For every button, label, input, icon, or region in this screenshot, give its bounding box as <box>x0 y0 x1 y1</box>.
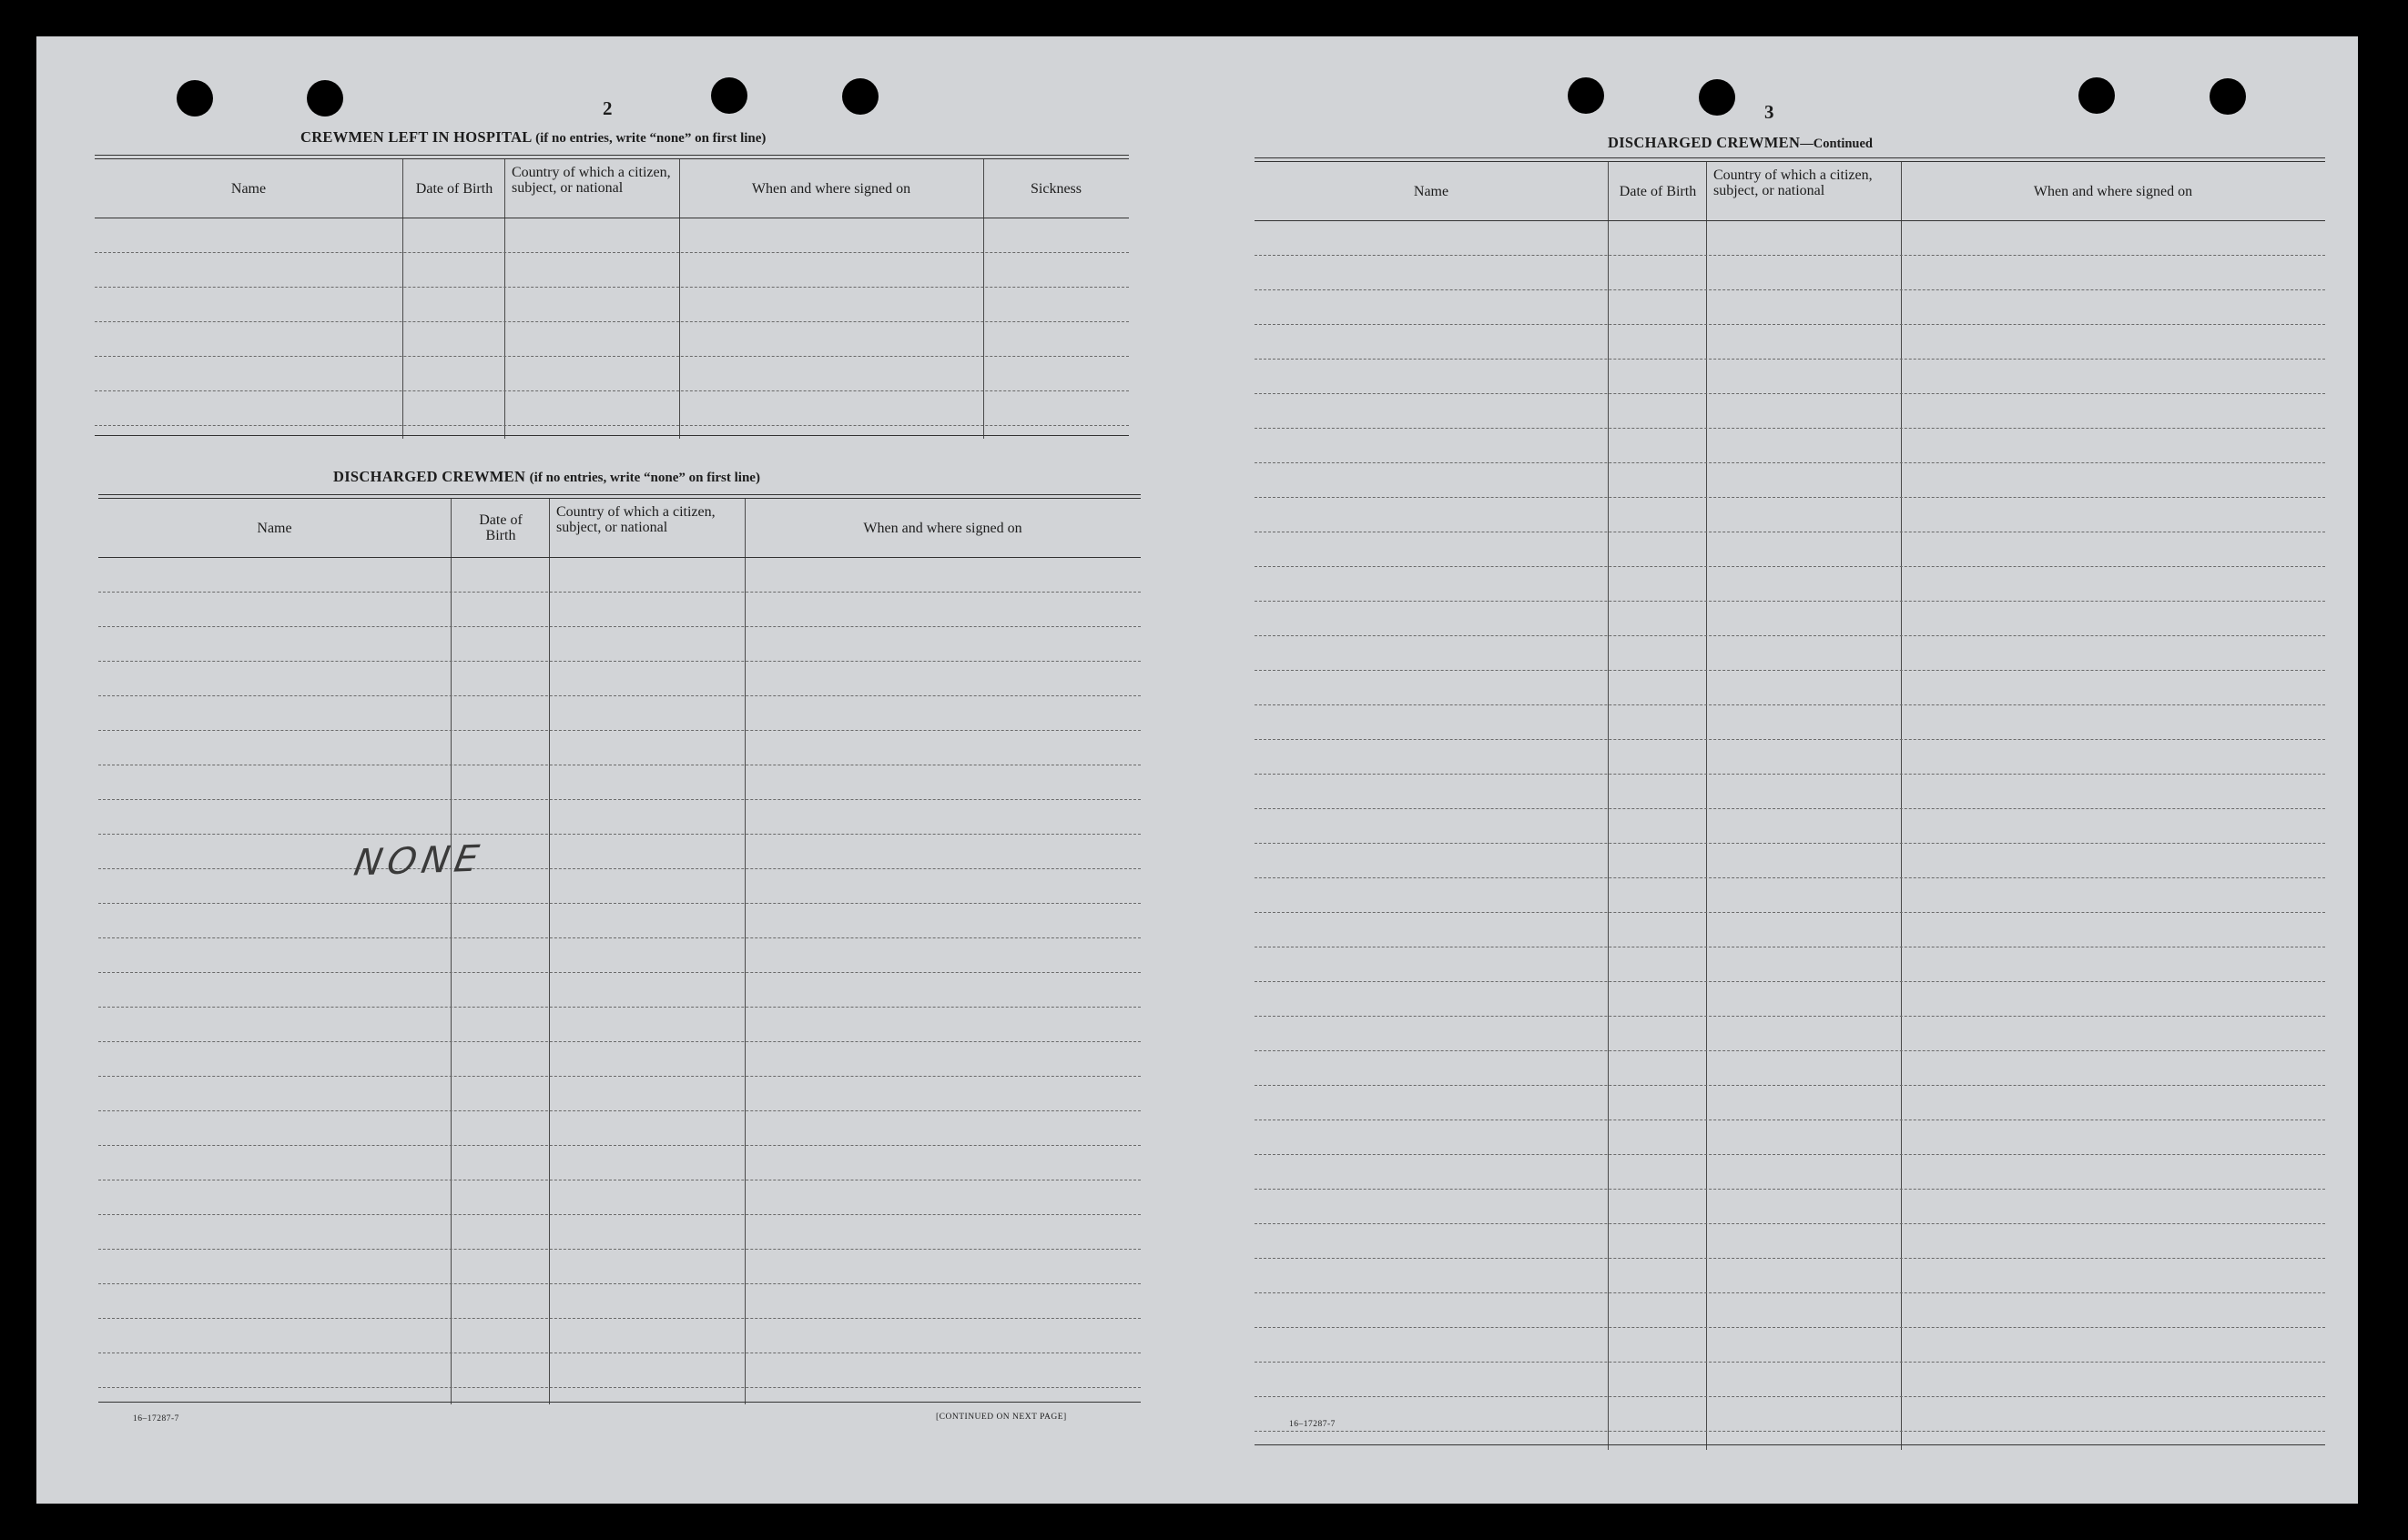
hospital-section-title <box>300 128 766 147</box>
table-row <box>98 1387 1141 1388</box>
form-number: 16–17287-7 <box>133 1414 179 1423</box>
table-row <box>98 972 1141 973</box>
section-instruction: (if no entries, write “none” on first line) <box>529 471 760 485</box>
table-row <box>1255 1085 2325 1086</box>
column-divider <box>1706 162 1707 1450</box>
table-row <box>95 321 1129 322</box>
table-row <box>1255 1189 2325 1190</box>
punch-hole <box>177 80 213 117</box>
table-row <box>1255 601 2325 602</box>
table-row <box>1255 428 2325 429</box>
table-row <box>98 592 1141 593</box>
section-title-text: DISCHARGED CREWMEN <box>1608 134 1801 151</box>
table-row <box>1255 1223 2325 1224</box>
table-row <box>98 1110 1141 1111</box>
table-row <box>98 1249 1141 1250</box>
continued-label: —Continued <box>1800 137 1873 151</box>
section-title-text: CREWMEN LEFT IN HOSPITAL <box>300 128 532 146</box>
table-row <box>1255 497 2325 498</box>
discharged-continued-title <box>1608 134 1873 152</box>
table-row <box>98 937 1141 938</box>
col-header-name: Name <box>230 180 267 197</box>
table-row <box>1255 1431 2325 1432</box>
table-bottom-rule <box>95 435 1129 436</box>
col-header-name: Name <box>1413 183 1449 199</box>
section-title-text: DISCHARGED CREWMEN <box>333 468 526 485</box>
page-number: 2 <box>603 97 613 119</box>
table-row <box>1255 843 2325 844</box>
table-row <box>98 1145 1141 1146</box>
table-row <box>1255 1154 2325 1155</box>
table-row <box>1255 670 2325 671</box>
table-row <box>1255 1327 2325 1328</box>
table-row <box>1255 324 2325 325</box>
table-row <box>1255 808 2325 809</box>
table-row <box>98 1283 1141 1284</box>
table-row <box>1255 255 2325 256</box>
section-instruction: (if no entries, write “none” on first line) <box>535 131 767 146</box>
discharged-continued-table <box>1255 157 2325 1450</box>
table-row <box>98 1007 1141 1008</box>
table-row <box>95 356 1129 357</box>
col-header-country: Country of which a citizen, subject, or national <box>556 504 716 535</box>
table-row <box>95 287 1129 288</box>
table-row <box>95 252 1129 253</box>
column-divider <box>451 499 452 1404</box>
discharged-table <box>98 494 1141 1404</box>
column-divider <box>402 159 403 439</box>
table-row <box>1255 1258 2325 1259</box>
table-row <box>98 1076 1141 1077</box>
table-row <box>98 1214 1141 1215</box>
header-rule <box>1255 220 2325 221</box>
punch-hole <box>1568 77 1604 114</box>
table-row <box>1255 981 2325 982</box>
column-divider <box>549 499 550 1404</box>
table-row <box>1255 774 2325 775</box>
col-header-signed-on: When and where signed on <box>751 180 911 197</box>
table-row <box>98 695 1141 696</box>
column-divider <box>745 499 746 1404</box>
punch-hole <box>2078 77 2115 114</box>
col-header-sickness: Sickness <box>1031 180 1082 197</box>
form-sheet <box>36 36 2358 1504</box>
table-row <box>1255 566 2325 567</box>
column-divider <box>1608 162 1609 1450</box>
punch-hole <box>307 80 343 117</box>
col-header-name: Name <box>257 520 292 536</box>
table-row <box>1255 1016 2325 1017</box>
table-row <box>98 661 1141 662</box>
punch-hole <box>2210 78 2246 115</box>
table-row <box>1255 635 2325 636</box>
col-header-date-of-birth: Date of Birth <box>415 180 493 197</box>
table-row <box>1255 462 2325 463</box>
col-header-signed-on: When and where signed on <box>2033 183 2193 199</box>
table-row <box>95 390 1129 391</box>
col-header-country: Country of which a citizen, subject, or national <box>512 165 671 196</box>
table-row <box>1255 1050 2325 1051</box>
table-row <box>98 626 1141 627</box>
table-row <box>98 1318 1141 1319</box>
col-header-date-of-birth: Date of Birth <box>1619 183 1697 199</box>
punch-hole <box>842 78 879 115</box>
table-row <box>1255 877 2325 878</box>
form-number: 16–17287-7 <box>1289 1420 1336 1429</box>
continued-note: [CONTINUED ON NEXT PAGE] <box>936 1413 1067 1422</box>
col-header-signed-on: When and where signed on <box>863 520 1022 536</box>
table-row <box>1255 1396 2325 1397</box>
table-row <box>98 903 1141 904</box>
table-row <box>1255 1292 2325 1293</box>
table-row <box>95 425 1129 426</box>
table-row <box>1255 289 2325 290</box>
page-number: 3 <box>1764 101 1774 123</box>
punch-hole <box>1699 79 1735 116</box>
table-row <box>98 1041 1141 1042</box>
col-header-country: Country of which a citizen, subject, or national <box>1713 167 1873 198</box>
column-divider <box>1901 162 1902 1450</box>
punch-hole <box>711 77 747 114</box>
table-row <box>1255 739 2325 740</box>
table-row <box>98 730 1141 731</box>
hospital-table <box>95 155 1129 439</box>
col-header-date-of-birth: Date of Birth <box>479 512 523 543</box>
table-row <box>98 834 1141 835</box>
table-row <box>98 799 1141 800</box>
column-divider <box>504 159 505 439</box>
table-row <box>1255 393 2325 394</box>
table-row <box>1255 359 2325 360</box>
table-row <box>1255 1362 2325 1363</box>
table-bottom-rule <box>98 1402 1141 1403</box>
table-row <box>1255 912 2325 913</box>
handwritten-none: NONE <box>351 837 488 885</box>
table-row <box>98 868 1141 869</box>
table-row <box>1255 704 2325 705</box>
discharged-section-title <box>333 468 760 486</box>
header-rule <box>98 557 1141 558</box>
table-bottom-rule <box>1255 1444 2325 1445</box>
